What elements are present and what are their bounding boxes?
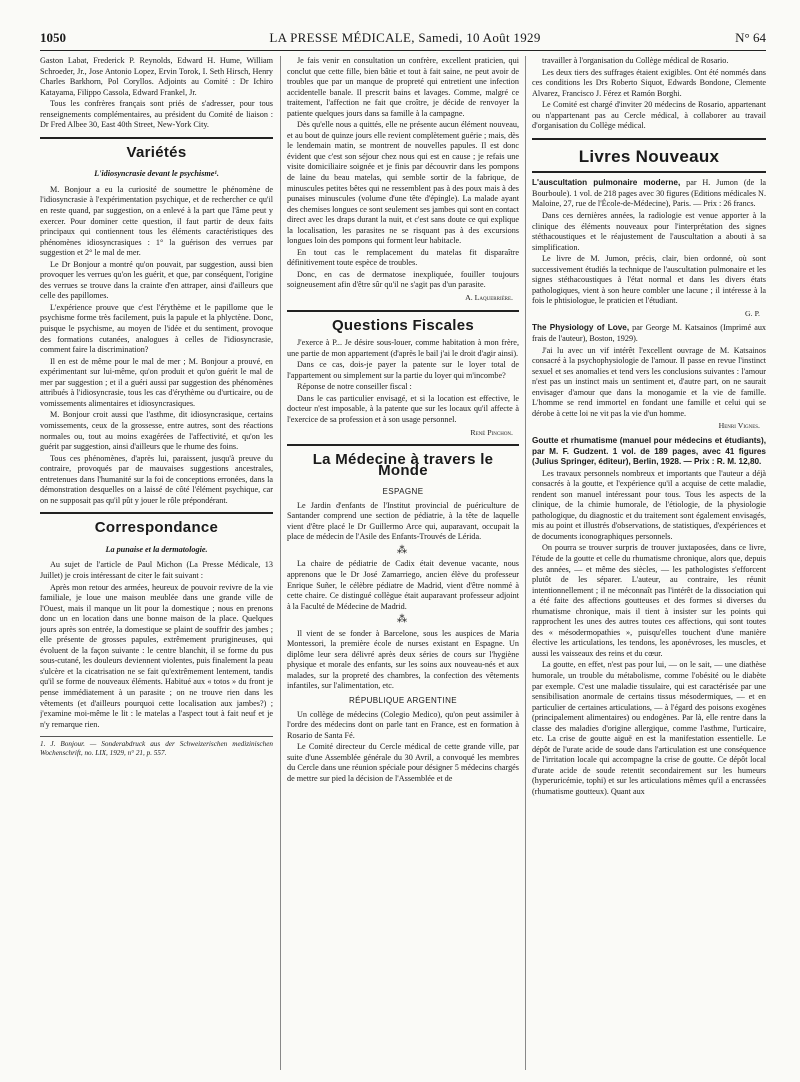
- newspaper-page: [40, 0, 766, 1082]
- paragraph: Dans ces dernières années, la radiologie est venue apporter à la clinique des éléments nouveaux pour l'interprétation des signes stéthacoustiques et le réajustement de l'auscultation a abouti à sa simplification.: [532, 211, 766, 252]
- paragraph: M. Bonjour croit aussi que l'asthme, dit idiosyncrasique, certains vomissements, ceux de la grossesse, entre autres, sont des réactions normales ou, tout au moins exagérées de l'affectivité, et qu'on les guérit par suggestion, ainsi d'ailleurs que le rhume des foins.: [40, 410, 273, 452]
- book-info: par George M. Katsainos (Imprimé aux frais de l'auteur), Boston, 1929).: [532, 323, 766, 344]
- issue-number: N° 64: [735, 30, 766, 45]
- author-signature: A. Laquerrière.: [465, 293, 513, 303]
- paragraph: Il vient de se fonder à Barcelone, sous les auspices de Maria Montessori, la première école de nurses existant en Espagne. Un diplôme leur sera délivré après deux séries de cours sur l'hygiène physique et morale des enfants, sur les soins aux nouveau-nés et aux malades, sur la propreté des chambres, la confection des vêtements infantiles, sur l'alimentation, etc.: [287, 628, 519, 691]
- paragraph: Le Jardin d'enfants de l'Institut provincial de puériculture de Santander comprend une section de pédiatrie, à la tête de laquelle vient d'être placé le Dr Guillermo Arce qui, auparavant, occupait la place de médecin de l'Asile des Enfants-Trouvés de Lérida.: [287, 500, 519, 542]
- section-title: Questions Fiscales: [331, 316, 475, 334]
- country-heading: ESPAGNE: [382, 487, 424, 497]
- paragraph: Dès qu'elle nous a quittés, elle ne présente aucun élément nouveau, et au bout de quinze jours elle revient complètement guérie ; mais, dès le lendemain matin, se montrent de nouvelles papules. Il est donc évident que c'est son séjour chez nous qui est en cause ; je refais une visite domiciliaire soignée et je finis par découvrir dans les pompons de laine du beau matelas, qui semble sortir de la fabrique, de minuscules petites bêtes qui ne ressemblent pas à des poux mais à des punaises minuscules (volume d'une tête d'épingle). La malade ayant des chemises longues ce sont seulement ses jambes qui sont en contact direct avec les draps durant la nuit, et c'est sans doute ce qui explique la localisation, les parasites ne se risquant pas à des excursions longues loin des pompons qui forment leur habitacle.: [287, 120, 519, 246]
- questions-fiscales-section: [287, 310, 519, 438]
- paragraph: travailler à l'organisation du Collège médical de Rosario.: [542, 56, 729, 65]
- author-signature: René Pinchon.: [470, 427, 513, 437]
- committee-list: Gaston Labat, Frederick P. Reynolds, Edward H. Hume, William Schroeder, Jr., Jose Antonio Lopez, Ervin Torok, I. Seth Hirsch, Henry Charles Barkhorn, Pol Coryllos. Adjoints au Comité : Dr Ichiro Katayama, Filippo Cassola, Edward Frankel, Jr.: [40, 56, 273, 97]
- reviewer-signature: Henri Vignes.: [718, 421, 760, 431]
- reviewer-signature: G. P.: [745, 308, 760, 318]
- paragraph: Je fais venir en consultation un confrère, excellent praticien, qui conclut que cette fille, bien bâtie et tout à fait saine, ne peut avoir de troubles que par un manque de propreté qui entretient une infection accidentelle banale. Il prescrit bains et lavages. Comme, malgré ce traitement, l'affection ne fait que croître, je décide de renvoyer la patiente quelques jours dans sa famille à la campagne.: [287, 56, 519, 118]
- committee-contact: Tous les confrères français sont priés de s'adresser, pour tous renseignements complémentaires, au président du Comité de liaison : Dr Fred Albee 30, East 40th Street, New-York City.: [40, 99, 273, 130]
- page-number: 1050: [40, 30, 66, 45]
- country-heading: RÉPUBLIQUE ARGENTINE: [348, 695, 458, 705]
- paragraph: Au sujet de l'article de Paul Michon (La Presse Médicale, 13 Juillet) je crois intéressant de citer le fait suivant :: [40, 560, 273, 580]
- page-header: [40, 30, 766, 48]
- paragraph: Les travaux personnels nombreux et importants que l'auteur a déjà consacrés à la goutte, et l'expérience qu'il a acquise de cette maladie, rendent son manuel intéressant pour tous. Tous les aspects de la clinique, de la chimie humorale, de l'étiologie, de la physiologie pathologique, du diagnostic et du traitement sont également envisagés, mis au point et illustrés d'observations, de statistiques, d'expériences et de documents iconographiques personnels.: [532, 468, 766, 541]
- article-subtitle: La punaise et la dermatologie.: [105, 544, 208, 554]
- paragraph: Tous ces phénomènes, d'après lui, paraissent, jusqu'à preuve du contraire, provoqués par de mauvaises suggestions ancestrales, entretenues dans l'humanité sur la foi de conceptions erronées, dans la démonstration desquelles on a laissé de côté l'élément psychique, car on ne supposait pas qu'il pût y jouer le rôle prépondérant.: [40, 453, 273, 505]
- correspondance-section: [40, 512, 273, 730]
- paragraph: Il en est de même pour le mal de mer ; M. Bonjour a prouvé, en expérimentant sur lui-même, qu'on produit et qu'on guérit le mal de mer par suggestion ; et il a guéri aussi par suggestion des phénomènes attribués à l'idiosyncrasie, tous les cas d'érythème ou d'urticaire, ou de vomissements alimentaires et idiosyncrasiques.: [40, 356, 273, 408]
- paragraph: Dans ce cas, dois-je payer la patente sur le loyer total de l'appartement ou simplement sur la partie du loyer qui m'incombe?: [287, 360, 519, 380]
- paragraph: Le livre de M. Jumon, précis, clair, bien ordonné, où sont successivement étudiés la technique de l'auscultation pulmonaire et les signes stéthacoustiques à l'état normal et dans les divers états pathologiques, vient à son heure combler une lacune ; il intéresse à la fois le phtisiologue, le praticien et l'étudiant.: [532, 254, 766, 306]
- medecine-monde-section: [287, 444, 519, 784]
- paragraph: Réponse de notre conseiller fiscal :: [297, 382, 412, 392]
- paragraph: Le Dr Bonjour a montré qu'on pouvait, par suggestion, aussi bien provoquer les verrues qu'on les guérit, et que, par conséquent, l'origine des verrues se trouve dans la crainte d'en attraper, ainsi d'ailleurs que celle des papillomes.: [40, 259, 273, 301]
- column-1: [40, 56, 273, 1074]
- asterism: ⁂: [397, 544, 409, 556]
- column-2: [287, 56, 519, 1074]
- article-subtitle: L'idiosyncrasie devant le psychisme¹.: [94, 169, 219, 179]
- book-title: L'auscultation pulmonaire moderne,: [532, 178, 681, 188]
- footnote: 1. J. Bonjour. — Sonderabdruck aus der Schweizerischen medizinischen Wochenschrift, no. LIX, 1929, n° 21, p. 557.: [40, 736, 273, 758]
- paragraph: Le Comité est chargé d'inviter 20 médecins de Rosario, appartenant ou n'appartenant pas au Cercle médical, à collaborer au travail d'organisation du Collège médical.: [532, 100, 766, 131]
- paragraph: Après mon retour des armées, heureux de pouvoir revivre de la vie familiale, je loue une maison meublée dans une grande ville de l'Ouest, mais il manque un lit pour la domestique ; nous en prenons donc un en location dans une bonne maison de la place. Quelques jours après son entrée, la domestique se plaint de souffrir des jambes ; elle présente de grosses papules, extrêmement prurigineuses, qui évoluent de la façon suivante : le centre blanchit, il se forme du pus sous-cutané, les douleurs deviennent violentes, puis finalement la peau s'ulcère et la cicatrisation ne se fait qu'extrêmement lentement, tandis qu'il se forme de nouveaux éléments. Habitué aux « totos » du front je pense immédiatement à un parasite ; on ne trouve rien dans les vêtements (et d'ailleurs pourquoi cette localisation aux jambes?) ; j'examine moi-même le lit : le matelas a l'aspect tout à fait neuf et je n'y remarque rien.: [40, 582, 273, 729]
- paragraph: Donc, en cas de dermatose inexpliquée, fouiller toujours soigneusement afin d'être sûr qu'il ne s'agit pas d'un parasite.: [287, 269, 519, 290]
- section-title: La Médecine à travers le Monde: [312, 451, 494, 479]
- paragraph: On pourra se trouver surpris de trouver juxtaposées, dans ce livre, l'étude de la goutte et celle du rhumatisme chronique, alors que, depuis des années, — et même des siècles, — les pathologistes s'efforcent plutôt de les séparer. L'auteur, au contraire, les réunit intentionnellement ; il ne méconnaît pas l'intérêt de la dissociation qui a été faite des affections goutteuses et des formes si diverses du rhumatisme chronique, mais il tient à insister sur les points qui rapprochent les unes des autres toutes ces affections, qui sont toutes des « mésodermopathies », puisqu'elles touchent d'une manière élective les articulations, les tendons, les aponévroses, les muscles, et aussi les vaisseaux des reins et du cœur.: [532, 543, 766, 658]
- book-title: Goutte et rhumatisme (manuel pour médecins et étudiants),: [532, 435, 766, 445]
- paragraph: Dans le cas particulier envisagé, et si la location est effective, le docteur n'est imposable, à la patente que sur les locaux qu'il affecte à l'exercice de sa profession et à son usage personnel.: [287, 393, 519, 424]
- column-separator: [280, 56, 281, 1070]
- column-separator: [525, 56, 526, 1070]
- column-3: [532, 56, 766, 1074]
- paragraph: J'exerce à P... Je désire sous-louer, comme habitation à mon frère, une partie de mon appartement (d'après le bail j'ai le droit d'agir ainsi).: [287, 338, 519, 358]
- asterism: ⁂: [397, 614, 409, 626]
- paragraph: J'ai lu avec un vif intérêt l'excellent ouvrage de M. Katsainos consacré à la psychophysiologie de l'amour. Il passe en revue l'instinct sexuel et ses anomalies et tend vers les conclusions suivantes : l'amour n'est pas un instinct mais un sentiment et, d'autre part, on ne saurait envisager d'amour que dans la monogamie et la vie de famille. L'homme se rend immortel en fondant une famille et celui qui se dérobe à cette loi ne vit pas la vie d'un homme.: [532, 345, 766, 418]
- paragraph: La chaire de pédiatrie de Cadix était devenue vacante, nous apprenons que le Dr José Zamarriego, ancien élève du professeur Enrique Suñer, le célèbre pédiatre de Madrid, vient d'être nommé à cette chaire. Ce distingué collègue était auparavant professeur adjoint à la Faculté de Médecine de Madrid.: [287, 559, 519, 611]
- paragraph: L'expérience prouve que c'est l'érythème et le papillome que le psychisme forme très facilement, puis la papule et la phlyctène. Donc, puisque le psychisme, au moyen de l'idée et du sentiment, provoque des formations cutanées, analogues à celles de l'idiosyncrasie, comment faire la discrimination?: [40, 302, 273, 355]
- book-title: The Physiology of Love,: [532, 323, 630, 333]
- book-entry: [532, 436, 766, 468]
- paragraph: La goutte, en effet, n'est pas pour lui, — on le sait, — une diathèse humorale, un trouble du métabolisme, comme l'obésité ou le diabète par exemple. C'est une maladie tissulaire, qui est caractérisée par une sensibilisation anormale de certains tissus mésodermiques, — et en particulier de certaines articulations, — à l'égard des poisons exogènes (principalement alimentaires) ou endogènes. Par là, elle rentre dans la classe des maladies d'origine allergique, comme l'asthme, l'urticaire, etc. La crise de goutte aiguë en est la manifestation essentielle. Le dépôt de l'urate acide de soude dans l'articulation est une conséquence de l'irritation locale qui accompagne la crise de goutte. Ce dépôt local d'urate acide de soude retentit secondairement sur les humeurs (hyperuricémie, tophi) et sur les articulations mêmes qu'il a encrassées (rhumatisme goutteux). Quant aux: [532, 660, 766, 796]
- book-entry: [532, 323, 766, 344]
- book-entry: [532, 178, 766, 210]
- paragraph: Un collège de médecins (Colegio Medico), qu'on peut assimiler à l'ordre des médecins dont on parle tant en France, est en formation à Rosario de Santa Fé.: [287, 709, 519, 740]
- header-rule: [40, 50, 766, 51]
- varietes-section: [40, 137, 273, 507]
- paragraph: En tout cas le remplacement du matelas fit disparaître définitivement toute espèce de troubles.: [287, 247, 519, 268]
- section-title: Correspondance: [94, 519, 219, 537]
- book-info: par H. Jumon (de la Bourboule). 1 vol. de 218 pages avec 30 figures (Editions médicales N. Maloine, 27, rue de l'École-de-Médecine), Paris. — Prix : 26 francs.: [532, 178, 766, 209]
- book-info: par M. F. Gudzent. 1 vol. de 189 pages, avec 41 figures (Julius Springer, éditeur), Berlin, 1928. — Prix : R. M. 12,80.: [532, 446, 766, 467]
- section-title: Livres Nouveaux: [578, 146, 720, 166]
- livres-nouveaux-header: [532, 138, 766, 174]
- journal-title: LA PRESSE MÉDICALE, Samedi, 10 Août 1929: [269, 30, 541, 45]
- paragraph: Les deux tiers des suffrages étaient exigibles. Ont été nommés dans ces conditions les Drs Roberto Siquot, Edwards Bondone, Clemente Alvarez, Francisco J. Férez et Ramón Borghi.: [532, 67, 766, 98]
- paragraph: M. Bonjour a eu la curiosité de soumettre le phénomène de l'idiosyncrasie à l'expérimentation psychique, et de rechercher ce qu'il en reste quand, par suggestion, on a enlevé à la part que l'âme peut y exercer. Pour dominer cette question, il faut partir de deux faits principaux qui contiennent tous les éléments caractéristiques des phénomènes idiosyncrasiques : 1° la guérison des verrues par suggestion et 2° le mal de mer.: [40, 184, 273, 258]
- section-title: Variétés: [126, 143, 187, 161]
- paragraph: Le Comité directeur du Cercle médical de cette grande ville, par suite d'une Assemblée générale du 30 Avril, a convoqué les membres du Cercle dans une réunion spéciale pour désigner 5 médecins chargés de mettre sur pied la décision de l'Assemblée et de: [287, 742, 519, 783]
